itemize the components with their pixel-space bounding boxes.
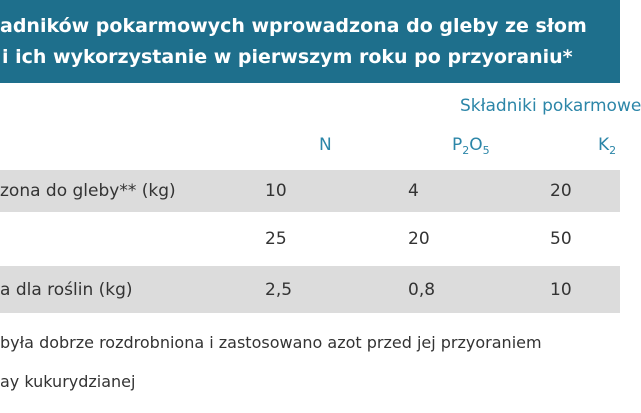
column-header-p2o5: [452, 135, 490, 157]
column-header-k2o: [598, 135, 616, 157]
cell-n: 10: [265, 181, 287, 201]
cell-k2o: 20: [550, 181, 572, 201]
cell-n: 2,5: [265, 280, 293, 300]
p2o5-base: P: [452, 135, 463, 155]
p2o5-sub-2: 5: [482, 144, 490, 157]
row-label: zona do gleby** (kg): [0, 181, 176, 201]
table-row: [0, 266, 620, 313]
nutrients-group-header: Składniki pokarmowe: [460, 96, 641, 116]
table-title-line-2: i ich wykorzystanie w pierwszym roku po przyoraniu*: [2, 46, 573, 68]
cell-p2o5: 4: [408, 181, 419, 201]
column-header-n: N: [319, 135, 332, 155]
cell-p2o5: 20: [408, 229, 430, 249]
cell-p2o5: 0,8: [408, 280, 436, 300]
table-title-banner: [0, 0, 620, 83]
cell-k2o: 10: [550, 280, 572, 300]
table-title-line-1: adników pokarmowych wprowadzona do gleby ze słom: [0, 15, 587, 37]
k2o-sub: 2: [609, 144, 617, 157]
row-label: a dla roślin (kg): [0, 280, 133, 300]
table-row: [0, 170, 620, 212]
cell-k2o: 50: [550, 229, 572, 249]
table-row: [0, 218, 620, 260]
p2o5-sub-1: 2: [462, 144, 470, 157]
p2o5-mid: O: [469, 135, 483, 155]
footnote-2: ay kukurydzianej: [0, 372, 136, 391]
k2o-base: K: [598, 135, 610, 155]
cell-n: 25: [265, 229, 287, 249]
footnote-1: była dobrze rozdrobniona i zastosowano azot przed jej przyoraniem: [0, 333, 542, 352]
